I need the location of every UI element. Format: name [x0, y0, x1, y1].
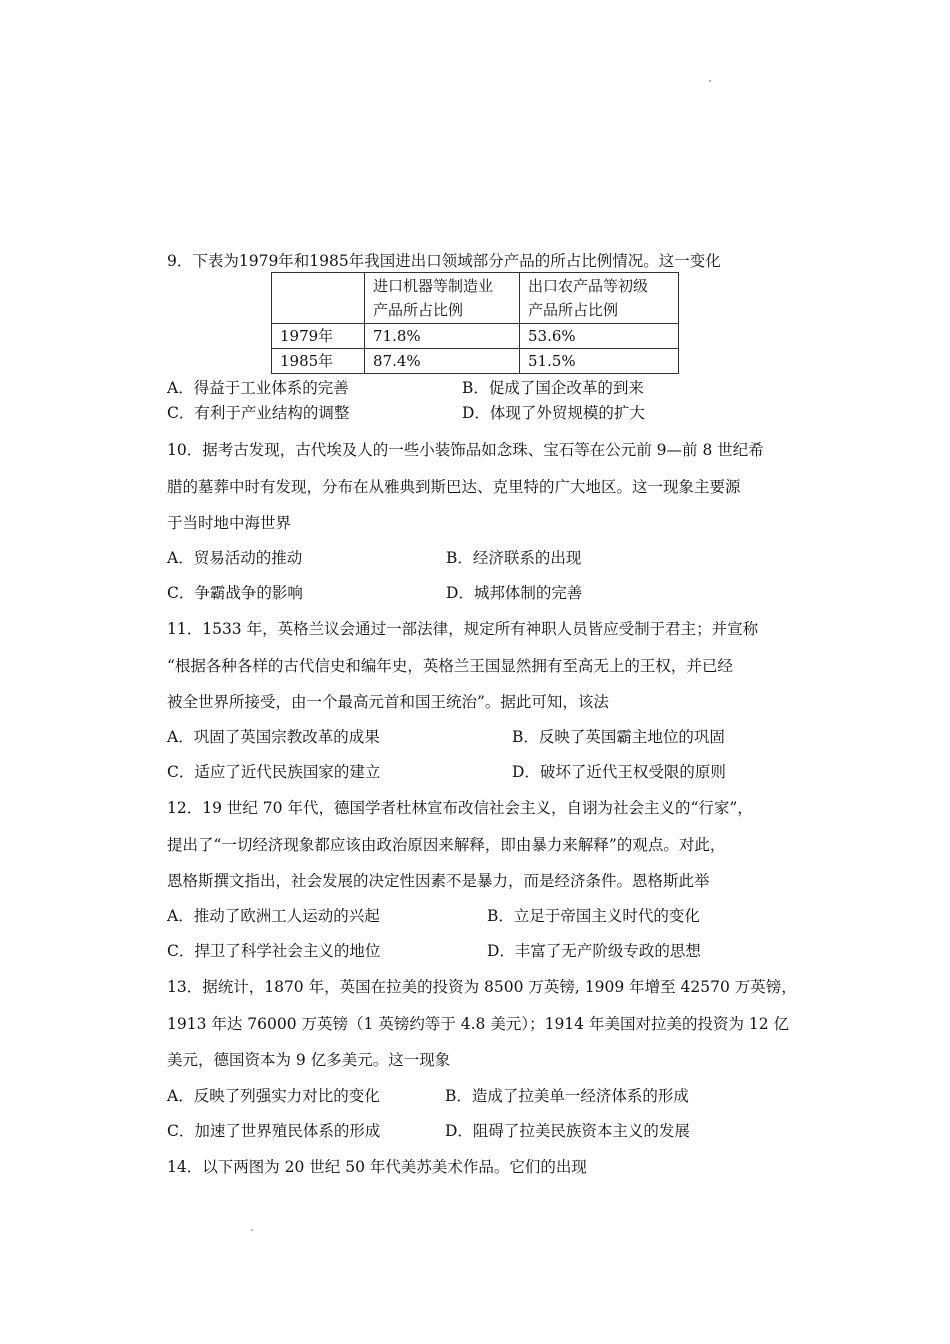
q14-stem: 14．以下两图为 20 世纪 50 年代美苏美术作品。它们的出现	[167, 1158, 587, 1176]
table-header-import	[365, 273, 520, 324]
table-cell-year: 1979年	[272, 324, 365, 349]
table-header-row	[272, 273, 679, 324]
header-line: 产品所占比例	[373, 301, 464, 319]
table-header-export	[520, 273, 679, 324]
q9-option-a: A．得益于工业体系的完善	[167, 379, 349, 397]
q12-option-c: C．捍卫了科学社会主义的地位	[167, 942, 381, 960]
q10-option-b: B．经济联系的出现	[446, 549, 582, 567]
table-row	[272, 349, 679, 374]
q12-option-a: A．推动了欧洲工人运动的兴起	[167, 907, 380, 925]
q10-line: 10．据考古发现，古代埃及人的一些小装饰品如念珠、宝石等在公元前 9—前 8 世纪希	[167, 441, 764, 459]
q11-line: “根据各种各样的古代信史和编年史，英格兰王国显然拥有至高无上的王权，并已经	[167, 657, 733, 675]
q11-option-d: D．破坏了近代王权受限的原则	[512, 763, 726, 781]
q13-option-d: D．阻碍了拉美民族资本主义的发展	[445, 1122, 690, 1140]
q11-line: 被全世界所接受，由一个最高元首和国王统治”。据此可知，该法	[167, 693, 609, 711]
header-line: 出口农产品等初级	[528, 277, 649, 295]
q11-option-b: B．反映了英国霸主地位的巩固	[512, 728, 725, 746]
q13-line: 1913 年达 76000 万英镑（1 英镑约等于 4.8 美元）；1914 年美国对拉美的投资为 12 亿	[167, 1015, 790, 1033]
q13-line: 美元，德国资本为 9 亿多美元。这一现象	[167, 1051, 451, 1069]
table-cell-import: 87.4%	[365, 349, 520, 374]
table-row	[272, 324, 679, 349]
table-cell-year: 1985年	[272, 349, 365, 374]
q9-data-table	[271, 272, 679, 374]
q12-option-d: D．丰富了无产阶级专政的思想	[487, 942, 701, 960]
scan-dot	[251, 1229, 253, 1231]
header-line: 产品所占比例	[528, 301, 619, 319]
table-cell-import: 71.8%	[365, 324, 520, 349]
q11-option-a: A．巩固了英国宗教改革的成果	[167, 728, 380, 746]
q10-option-d: D．城邦体制的完善	[446, 584, 583, 602]
q9-option-d: D．体现了外贸规模的扩大	[462, 404, 645, 422]
header-line: 进口机器等制造业	[373, 277, 494, 295]
table-header-empty	[272, 273, 365, 324]
q11-option-c: C．适应了近代民族国家的建立	[167, 763, 381, 781]
q10-option-a: A．贸易活动的推动	[167, 549, 303, 567]
q12-line: 恩格斯撰文指出，社会发展的决定性因素不是暴力，而是经济条件。恩格斯此举	[167, 872, 710, 890]
q10-line: 腊的墓葬中时有发现，分布在从雅典到斯巴达、克里特的广大地区。这一现象主要源	[167, 478, 741, 496]
q13-option-b: B．造成了拉美单一经济体系的形成	[445, 1087, 689, 1105]
table-cell-export: 51.5%	[520, 349, 679, 374]
q9-option-b: B．促成了国企改革的到来	[462, 379, 644, 397]
q12-line: 12．19 世纪 70 年代，德国学者杜林宣布改信社会主义，自诩为社会主义的“行家”，	[167, 799, 753, 817]
q9-stem: 9．下表为1979年和1985年我国进出口领域部分产品的所占比例情况。这一变化	[167, 252, 721, 270]
table-cell-export: 53.6%	[520, 324, 679, 349]
scan-dot	[709, 80, 711, 82]
q13-line: 13．据统计，1870 年，英国在拉美的投资为 8500 万英镑, 1909 年增至 42570 万英镑，	[167, 978, 797, 996]
q9-option-c: C．有利于产业结构的调整	[167, 404, 350, 422]
q13-option-c: C．加速了世界殖民体系的形成	[167, 1122, 381, 1140]
q12-line: 提出了“一切经济现象都应该由政治原因来解释，即由暴力来解释”的观点。对此，	[167, 836, 726, 854]
q11-line: 11．1533 年，英格兰议会通过一部法律，规定所有神职人员皆应受制于君主；并宣称	[167, 620, 759, 638]
q10-option-c: C．争霸战争的影响	[167, 584, 303, 602]
q10-line: 于当时地中海世界	[167, 514, 292, 532]
q12-option-b: B．立足于帝国主义时代的变化	[487, 907, 700, 925]
q13-option-a: A．反映了列强实力对比的变化	[167, 1087, 380, 1105]
